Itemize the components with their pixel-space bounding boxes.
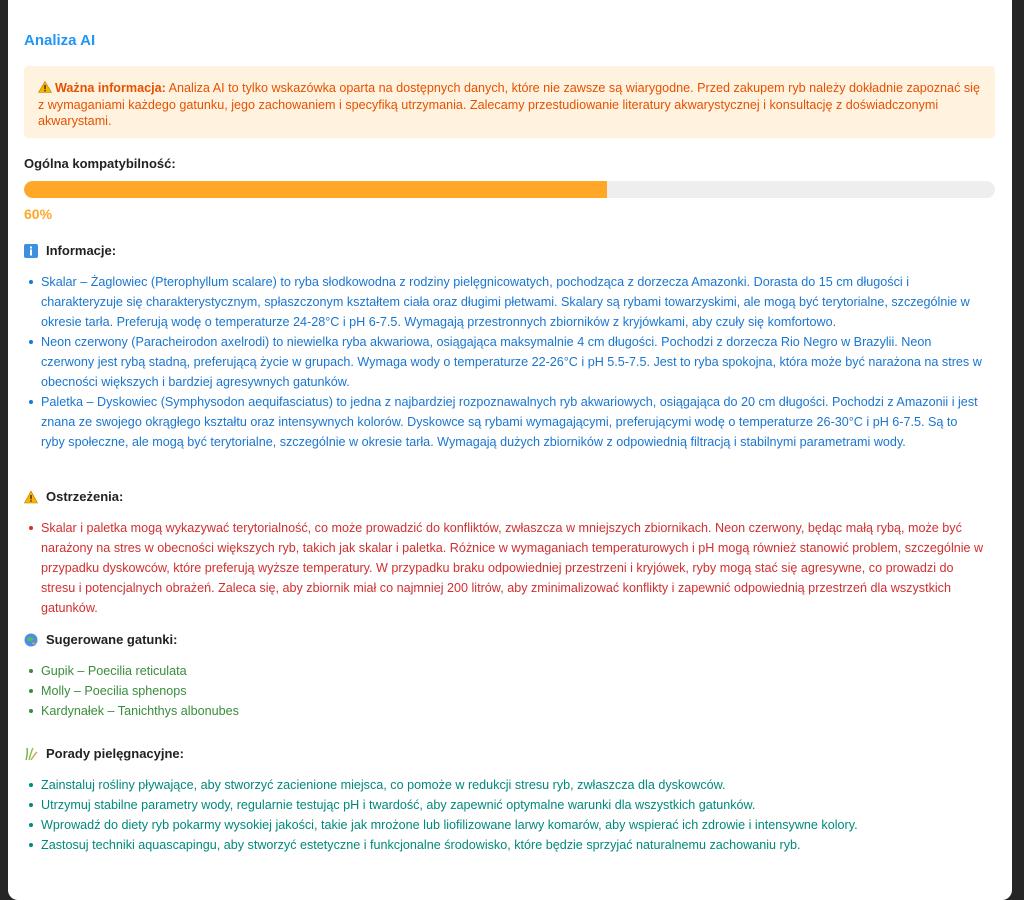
care-heading-text: Porady pielęgnacyjne: xyxy=(46,746,184,761)
species-heading-text: Sugerowane gatunki: xyxy=(46,632,178,647)
info-list xyxy=(24,272,984,452)
plant-icon xyxy=(24,747,38,761)
species-list xyxy=(24,661,984,721)
warning-item: Skalar i paletka mogą wykazywać terytorialność, co może prowadzić do konfliktów, zwłaszcza w mniejszych zbiornikach. Neon czerwony, będąc małą rybą, może być narażony na stres w obecności większych ryb, takich jak skalar i paletka. Różnice w wymaganiach temperaturowych i pH mogą również stanowić problem, szczególnie w przypadku dyskowców, które preferują wyższe temperatury. W przypadku braku odpowiedniej przestrzeni i kryjówek, ryby mogą stać się agresywne, co prowadzi do stresu i potencjalnych obrażeń. Zaleca się, aby zbiornik miał co najmniej 200 litrów, aby zminimalizować konflikty i zapewnić odpowiednią przestrzeń dla wszystkich gatunków. xyxy=(24,518,984,618)
page-title: Analiza AI xyxy=(24,32,96,49)
compatibility-progress-fill xyxy=(24,181,607,198)
notice-bold: Ważna informacja: xyxy=(55,81,166,95)
care-item: Zainstaluj rośliny pływające, aby stworzyć zacienione miejsca, co pomoże w redukcji stresu ryb, zwłaszcza dla dyskowców. xyxy=(24,775,984,795)
care-list xyxy=(24,775,984,855)
info-item: Paletka – Dyskowiec (Symphysodon aequifasciatus) to jedna z najbardziej rozpoznawalnych ryb akwariowych, osiągająca do 20 cm długości. Pochodzi z Amazonii i jest znana ze swojego okrągłego kształtu oraz intensywnych kolorów. Dyskowce są rybami wymagającymi, preferującymi wodę o temperaturze 26-30°C i pH 6-7.5. Są to ryby społeczne, ale mogą być terytorialne, szczególnie w okresie tarła. Wymagają dużych zbiorników z odpowiednią filtracją i stabilnymi parametrami wody. xyxy=(24,392,984,452)
info-item: Neon czerwony (Paracheirodon axelrodi) to niewielka ryba akwariowa, osiągająca maksymalnie 4 cm długości. Pochodzi z dorzecza Rio Negro w Brazylii. Neon czerwony jest rybą stadną, preferującą życie w grupach. Wymaga wody o temperaturze 22-26°C i pH 5.5-7.5. Jest to ryba spokojna, która może być narażona na stres w obecności większych i bardziej agresywnych gatunków. xyxy=(24,332,984,392)
care-heading xyxy=(24,746,184,762)
info-heading-text: Informacje: xyxy=(46,243,117,258)
disclaimer-notice xyxy=(24,66,995,138)
warnings-list xyxy=(24,518,984,618)
warning-icon xyxy=(24,490,38,504)
species-heading xyxy=(24,632,177,648)
compatibility-percent: 60% xyxy=(24,206,53,222)
compatibility-label: Ogólna kompatybilność: xyxy=(24,156,176,171)
notice-text: Analiza AI to tylko wskazówka oparta na dostępnych danych, które nie zawsze są wiarygodne. Przed zakupem ryb należy dokładnie zapoznać się z wymaganiami każdego gatunku, jego zachowaniem i specyfiką utrzymania. Zalecamy przestudiowanie literatury akwarystycznej i konsultację z doświadczonymi akwarystami. xyxy=(38,81,980,128)
analysis-card xyxy=(8,0,1012,900)
info-heading xyxy=(24,243,116,259)
warnings-heading-text: Ostrzeżenia: xyxy=(46,489,124,504)
species-item: Kardynałek – Tanichthys albonubes xyxy=(24,701,984,721)
species-item: Gupik – Poecilia reticulata xyxy=(24,661,984,681)
care-item: Wprowadź do diety ryb pokarmy wysokiej jakości, takie jak mrożone lub liofilizowane larwy komarów, aby wspierać ich zdrowie i intensywne kolory. xyxy=(24,815,984,835)
info-item: Skalar – Żaglowiec (Pterophyllum scalare) to ryba słodkowodna z rodziny pielęgnicowatych, pochodząca z dorzecza Amazonki. Dorasta do 15 cm długości i charakteryzuje się charakterystycznym, spłaszczonym kształtem ciała oraz długimi płetwami. Skalary są rybami towarzyskimi, ale mogą być terytorialne, szczególnie w okresie tarła. Preferują wodę o temperaturze 24-28°C i pH 6-7.5. Wymagają przestronnych zbiorników z kryjówkami, aby czuły się komfortowo. xyxy=(24,272,984,332)
warnings-heading xyxy=(24,489,123,505)
species-item: Molly – Poecilia sphenops xyxy=(24,681,984,701)
compatibility-progress-bar xyxy=(24,181,995,198)
care-item: Utrzymuj stabilne parametry wody, regularnie testując pH i twardość, aby zapewnić optymalne warunki dla wszystkich gatunków. xyxy=(24,795,984,815)
info-icon xyxy=(24,244,38,258)
care-item: Zastosuj techniki aquascapingu, aby stworzyć estetyczne i funkcjonalne środowisko, które będzie sprzyjać naturalnemu zachowaniu ryb. xyxy=(24,835,984,855)
warning-icon xyxy=(38,81,52,93)
fish-icon xyxy=(24,633,38,647)
